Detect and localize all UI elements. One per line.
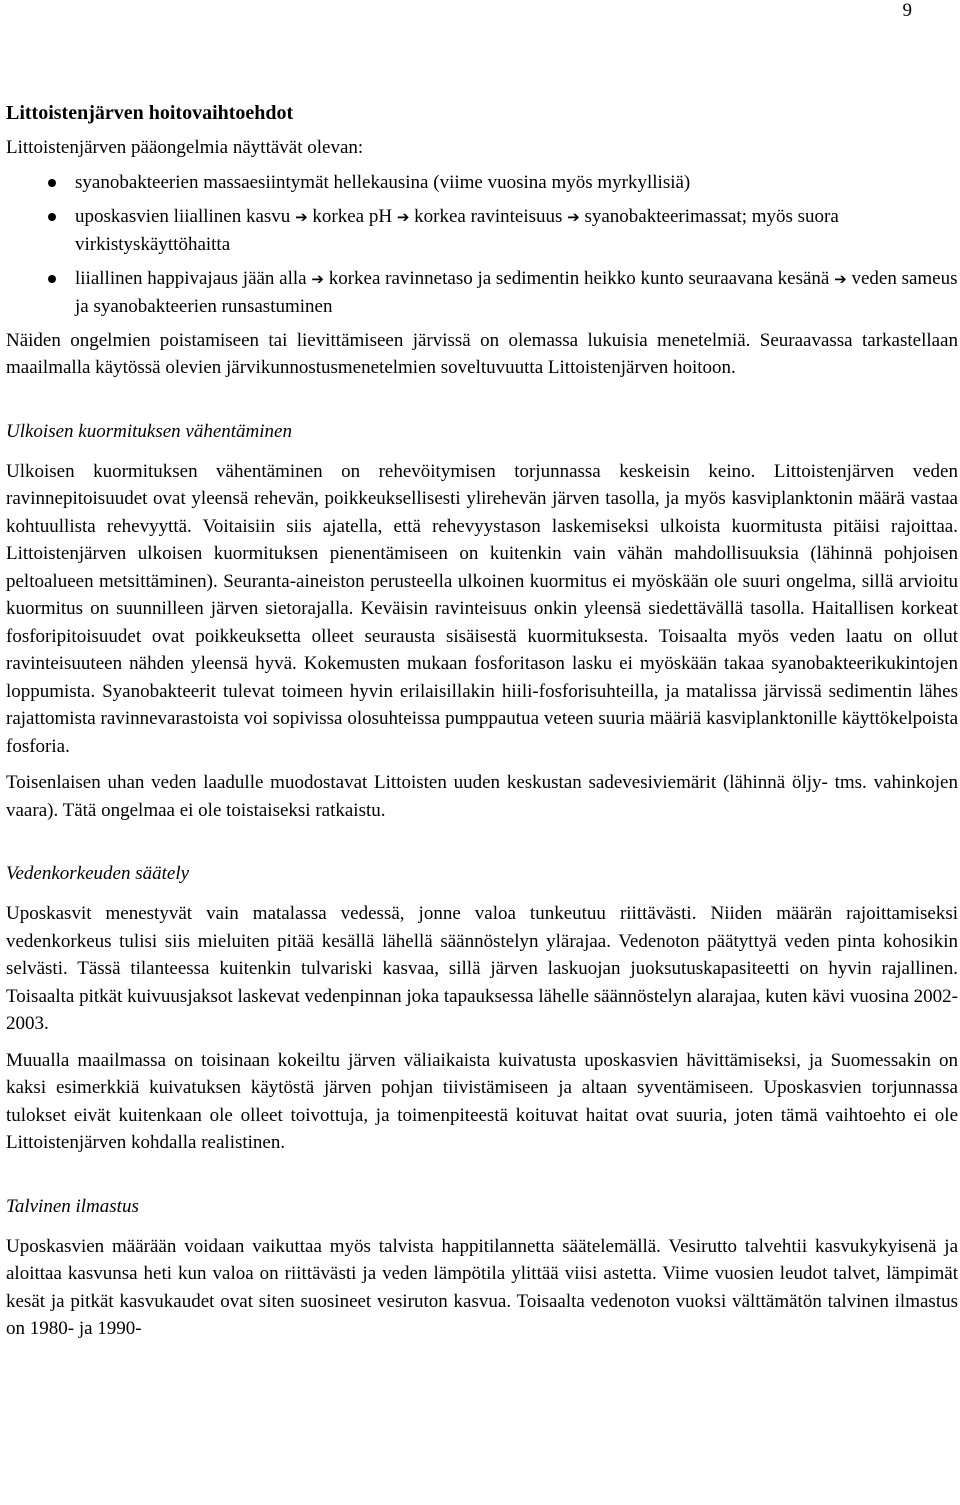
bullet-icon: [48, 275, 56, 283]
body-paragraph: Toisenlaisen uhan veden laadulle muodostavat Littoisten uuden keskustan sadevesiviemärit (lähinnä öljy- tms. vahinkojen vaara). Tätä ongelmaa ei ole toistaiseksi ratkaistu.: [6, 772, 958, 821]
list-item: [6, 169, 958, 197]
intro-text: Littoistenjärven pääongelmia näyttävät olevan:: [6, 137, 364, 158]
list-item-text: korkea ravinteisuus: [414, 205, 563, 227]
bullet-icon: [48, 179, 56, 187]
arrow-right-icon: ➔: [396, 207, 410, 226]
list-item-text: veden sameus ja syanobakteerien runsastuminen: [75, 267, 958, 317]
arrow-right-icon: ➔: [567, 207, 580, 226]
list-item: [6, 203, 958, 259]
list-item-text: uposkasvien liiallinen kasvu: [75, 205, 291, 227]
section-heading: Vedenkorkeuden säätely: [6, 863, 190, 884]
arrow-right-icon: ➔: [311, 269, 324, 288]
list-item-text: korkea ravinnetaso ja sedimentin heikko kunto seuraavana kesänä: [328, 267, 830, 289]
list-item-text: liiallinen happivajaus jään alla: [75, 267, 307, 289]
page-title: Littoistenjärven hoitovaihtoehdot: [6, 102, 294, 124]
body-paragraph: Uposkasvien määrään voidaan vaikuttaa myös talvista happitilannetta säätelemällä. Vesirutto talvehtii kasvukykyisenä ja aloittaa kasvunsa heti kun valoa on riittävästi ja veden lämpötila ylittää viisi astetta. Viime vuosien leudot talvet, lämpimät kesät ja pitkät kasvukaudet ovat siten suosineet vesiruton kasvua. Toisaalta vedenoton vuoksi välttämätön talvinen ilmastus on 1980- ja 1990-: [6, 1235, 958, 1339]
document-body: [6, 100, 958, 1343]
page-number: 9: [902, 0, 912, 21]
list-item: [6, 265, 958, 321]
body-paragraph: Näiden ongelmien poistamiseen tai lievittämiseen järvissä on olemassa lukuisia menetelmiä. Seuraavassa tarkastellaan maailmalla käytössä olevien järvikunnostusmenetelmien soveltuvuutta Littoistenjärven hoitoon.: [6, 329, 958, 378]
section-heading: Ulkoisen kuormituksen vähentäminen: [6, 420, 292, 442]
list-item-text: syanobakteerimassat; myös suora virkistyskäyttöhaitta: [75, 205, 839, 255]
body-paragraph: Uposkasvit menestyvät vain matalassa vedessä, jonne valoa tunkeutuu riittävästi. Niiden määrän rajoittamiseksi vedenkorkeus tulisi siis mieluiten pitää kesällä lähellä säännöstelyn ylärajaa. Vedenoton päätyttyä veden pinta kohosikin selvästi. Tässä tilanteessa kuitenkin tulvariski kasvaa, sillä järven laskuojan juoksutuskapasiteetti on hyvin rajallinen. Toisaalta pitkät kuivuusjaksot laskevat vedenpinnan joka tapauksessa lähelle säännöstelyn alarajaa, kuten kävi vuosina 2002-2003.: [6, 903, 958, 1034]
arrow-right-icon: ➔: [295, 207, 308, 226]
list-item-text: syanobakteerien massaesiintymät hellekausina (viime vuosina myös myrkyllisiä): [75, 172, 691, 193]
arrow-right-icon: ➔: [834, 269, 847, 288]
body-paragraph: Ulkoisen kuormituksen vähentäminen on rehevöitymisen torjunnassa keskeisin keino. Littoistenjärven veden ravinnepitoisuudet ovat yleensä rehevän, poikkeuksellisesti ylirehevän järven tasolla, ja myös kasviplanktonin määrä vastaa kohtuullista rehevyyttä. Voitaisiin siis ajatella, että rehevyystason laskemiseksi ulkoista kuormitusta pitäisi rajoittaa. Littoistenjärven ulkoisen kuormituksen pienentämiseen on kuitenkin vain vähän mahdollisuuksia (lähinnä pohjoisen peltoalueen metsittäminen). Seuranta-aineiston perusteella ulkoinen kuormitus ei myöskään ole suuri ongelma, sillä arvioitu kuormitus on suunnilleen järven sietorajalla. Keväisin ravinteisuus onkin yleensä siedettävällä tasolla. Haitallisen korkeat fosforipitoisuudet ovat poikkeuksetta olleet seurausta sisäisestä kuormituksesta. Toisaalta myös veden laatu on ollut ravinteisuuteen nähden yleensä hyvä. Kokemusten mukaan fosforitason lasku ei myöskään takaa syanobakteerikukintojen loppumista. Syanobakteerit tulevat toimeen hyvin erilaisillakin hiili-fosforisuhteilla, ja matalissa järvissä sedimentin lähes rajattomista ravinnevarastoista voi sopivissa olosuhteissa pumppautua veteen suuria määriä kasviplanktonille käyttökelpoista fosforia.: [6, 460, 958, 757]
body-paragraph: Muualla maailmassa on toisinaan kokeiltu järven väliaikaista kuivatusta uposkasvien hävittämiseksi, ja Suomessakin on kaksi esimerkkiä kuivatuksen käytöstä järven pohjan tiivistämiseen ja altaan syventämiseen. Uposkasvien torjunnassa tulokset eivät kuitenkaan ole olleet toivottuja, ja toimenpiteestä koituvat haitat ovat suuria, joten tämä vaihtoehto ei ole Littoistenjärven kohdalla realistinen.: [6, 1049, 958, 1153]
list-item-text: korkea pH: [312, 205, 393, 227]
problem-list: [6, 169, 958, 321]
bullet-icon: [48, 213, 56, 221]
section-heading: Talvinen ilmastus: [6, 1195, 139, 1217]
